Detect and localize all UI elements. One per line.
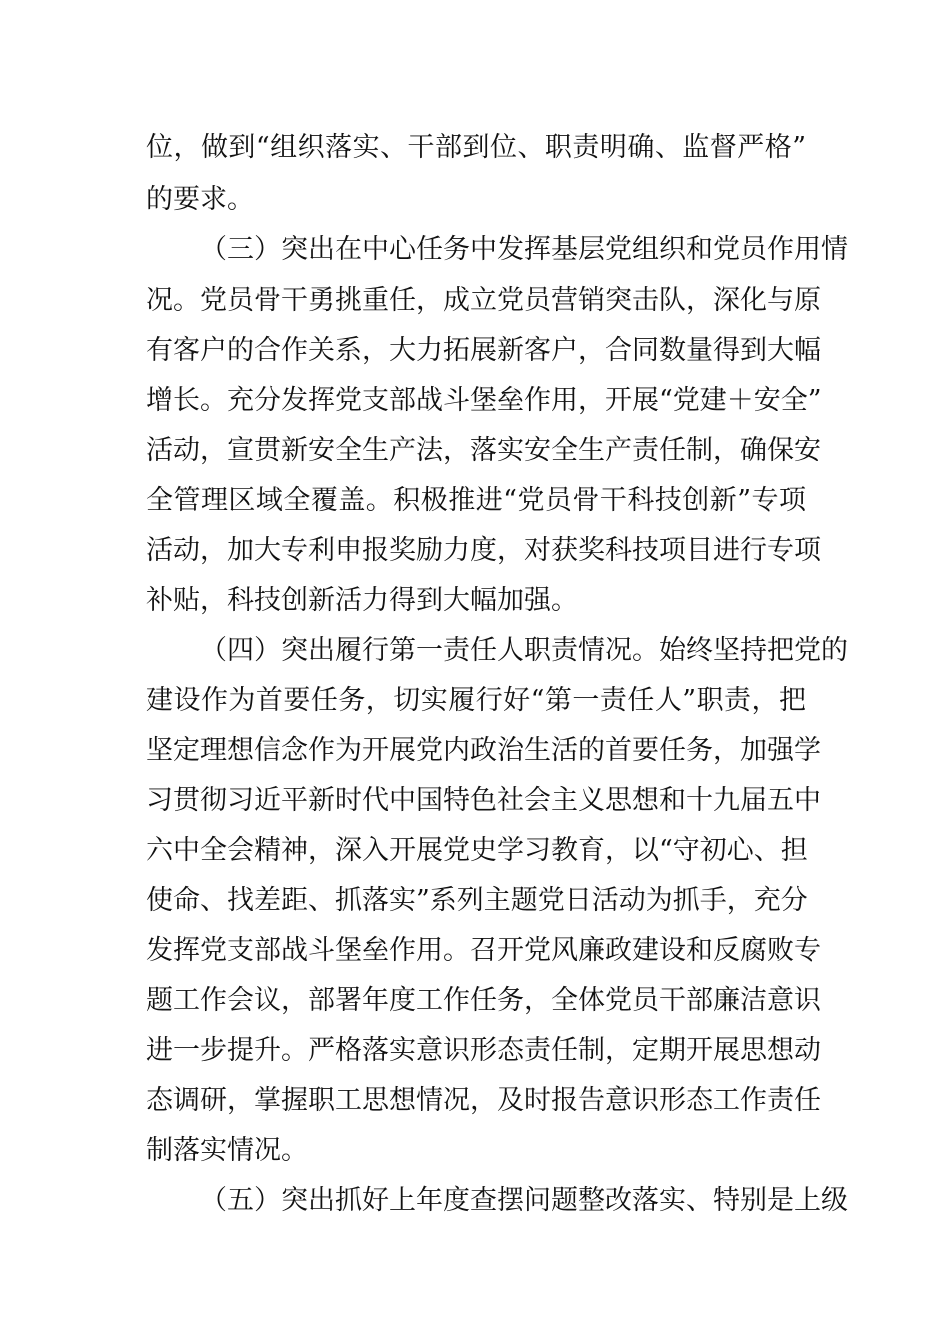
text-line: 发挥党支部战斗堡垒作用。召开党风廉政建设和反腐败专 — [146, 935, 821, 966]
text-line: 使命、找差距、抓落实”系列主题党日活动为抓手，充分 — [146, 885, 808, 916]
text-line: 六中全会精神，深入开展党史学习教育，以“守初心、担 — [146, 835, 808, 866]
section-five-heading-line: （五）突出抓好上年度查摆问题整改落实、特别是上级 — [200, 1185, 848, 1216]
text-line: 有客户的合作关系，大力拓展新客户，合同数量得到大幅 — [146, 335, 821, 366]
text-line: 建设作为首要任务，切实履行好“第一责任人”职责，把 — [146, 685, 806, 716]
section-three-heading-line: （三）突出在中心任务中发挥基层党组织和党员作用情 — [200, 234, 848, 265]
section-four-heading-line: （四）突出履行第一责任人职责情况。始终坚持把党的 — [200, 635, 848, 666]
text-line: 补贴，科技创新活力得到大幅加强。 — [146, 585, 578, 616]
text-line: 全管理区域全覆盖。积极推进“党员骨干科技创新”专项 — [146, 485, 806, 516]
text-line: 的要求。 — [146, 184, 254, 215]
text-line: 习贯彻习近平新时代中国特色社会主义思想和十九届五中 — [146, 785, 821, 816]
text-line: 进一步提升。严格落实意识形态责任制，定期开展思想动 — [146, 1035, 821, 1066]
text-line: 位，做到“组织落实、干部到位、职责明确、监督严格” — [146, 132, 806, 163]
text-line: 况。党员骨干勇挑重任，成立党员营销突击队，深化与原 — [146, 285, 821, 316]
text-line: 制落实情况。 — [146, 1135, 308, 1166]
text-line: 活动，加大专利申报奖励力度，对获奖科技项目进行专项 — [146, 535, 821, 566]
text-line: 增长。充分发挥党支部战斗堡垒作用，开展“党建＋安全” — [146, 385, 822, 416]
text-line: 活动，宣贯新安全生产法，落实安全生产责任制，确保安 — [146, 435, 821, 466]
text-line: 态调研，掌握职工思想情况，及时报告意识形态工作责任 — [146, 1085, 821, 1116]
text-line: 坚定理想信念作为开展党内政治生活的首要任务，加强学 — [146, 735, 821, 766]
text-line: 题工作会议，部署年度工作任务，全体党员干部廉洁意识 — [146, 985, 821, 1016]
